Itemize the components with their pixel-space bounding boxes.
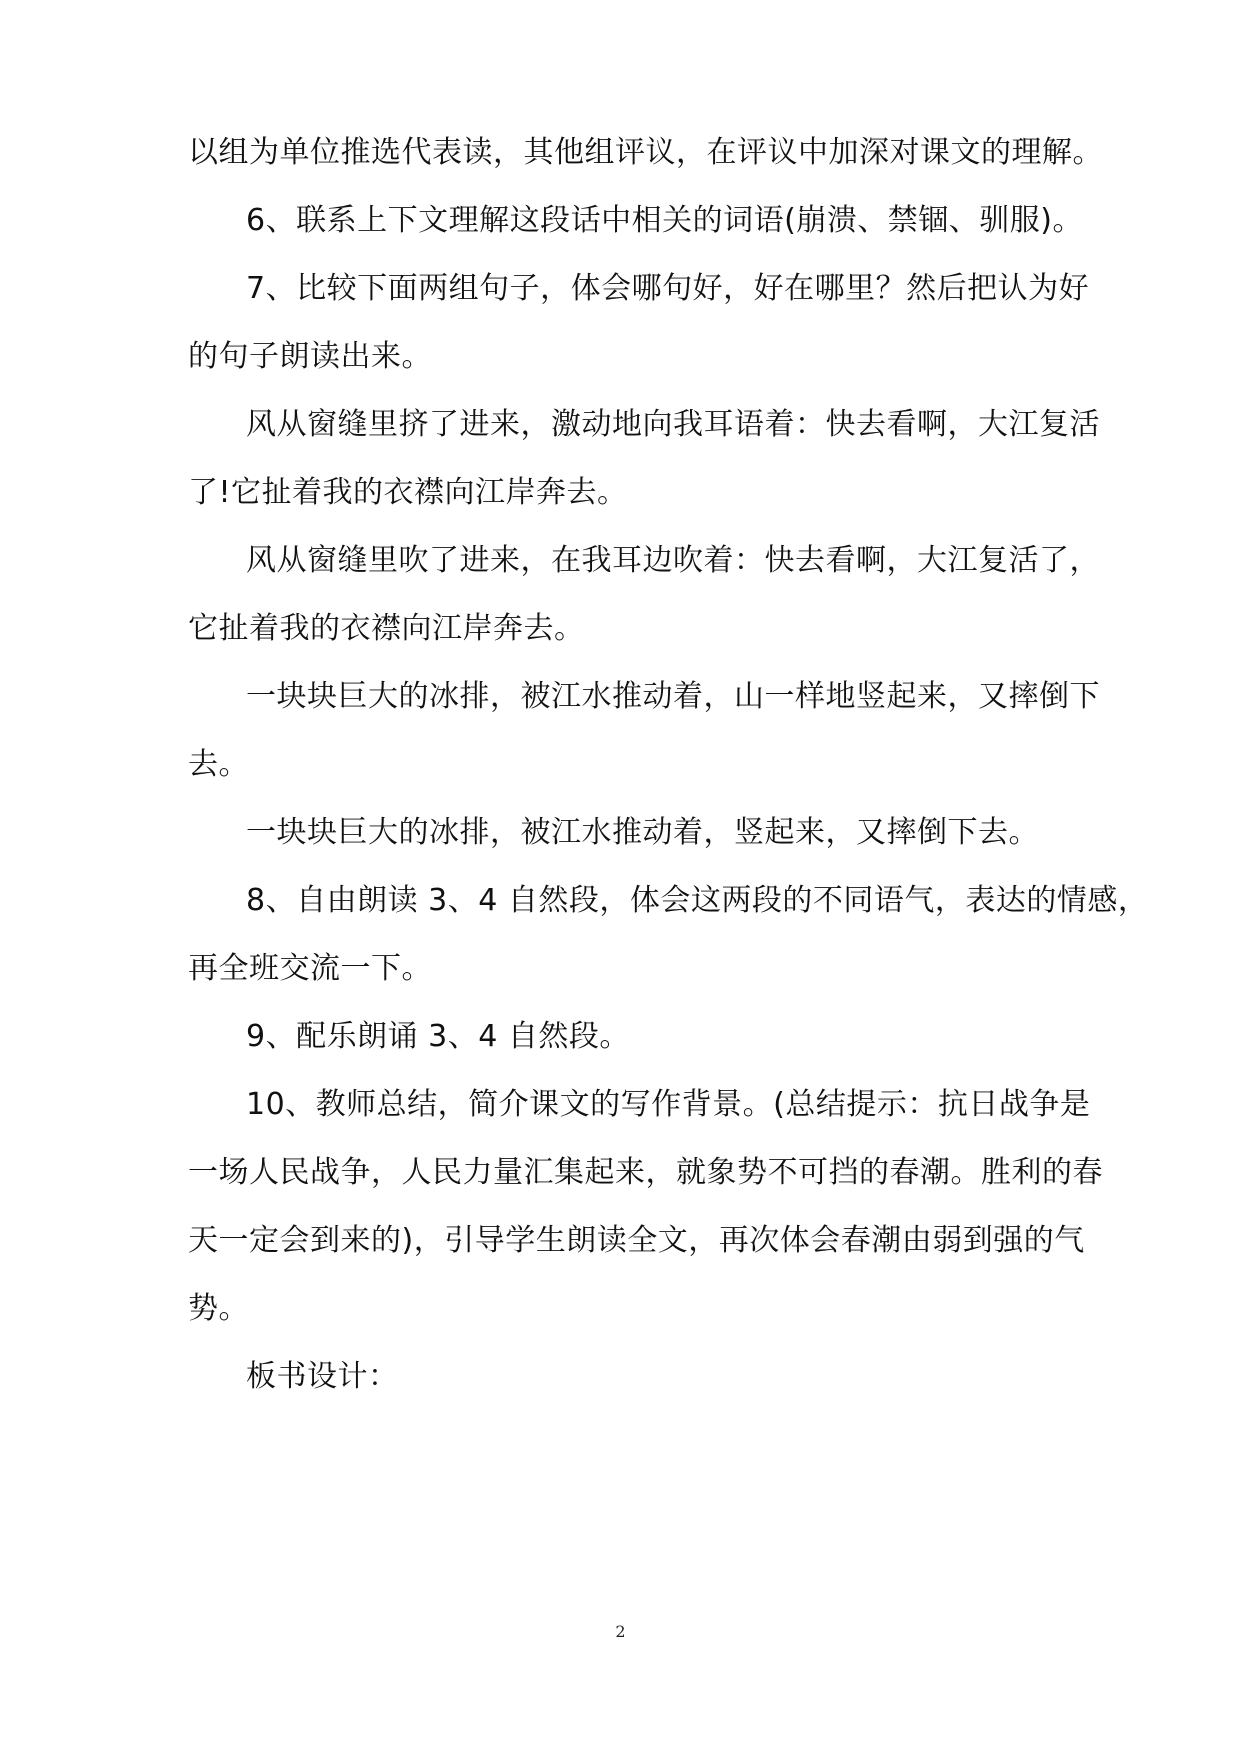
text-line: 天一定会到来的)，引导学生朗读全文，再次体会春潮由弱到强的气 <box>188 1223 1085 1258</box>
text-line: 风从窗缝里吹了进来，在我耳边吹着：快去看啊，大江复活了， <box>246 543 1100 578</box>
text-line: 板书设计： <box>246 1359 399 1394</box>
text-line: 势。 <box>188 1291 249 1326</box>
text-line: 10、教师总结，简介课文的写作背景。(总结提示：抗日战争是 <box>246 1087 1091 1122</box>
page-number: 2 <box>615 1622 626 1641</box>
text-line: 9、配乐朗诵 3、4 自然段。 <box>246 1019 630 1054</box>
text-line: 一块块巨大的冰排，被江水推动着，竖起来，又摔倒下去。 <box>246 815 1039 850</box>
text-line: 去。 <box>188 747 249 782</box>
text-line: 的句子朗读出来。 <box>188 339 432 374</box>
text-line: 它扯着我的衣襟向江岸奔去。 <box>188 611 585 646</box>
text-line: 了!它扯着我的衣襟向江岸奔去。 <box>188 475 628 510</box>
text-line: 8、自由朗读 3、4 自然段，体会这两段的不同语气，表达的情感， <box>246 883 1149 918</box>
text-line: 6、联系上下文理解这段话中相关的词语(崩溃、禁锢、驯服)。 <box>246 203 1083 238</box>
text-line: 一块块巨大的冰排，被江水推动着，山一样地竖起来，又摔倒下 <box>246 679 1100 714</box>
text-line: 以组为单位推选代表读，其他组评议，在评议中加深对课文的理解。 <box>188 135 1103 170</box>
text-line: 风从窗缝里挤了进来，激动地向我耳语着：快去看啊，大江复活 <box>246 407 1100 442</box>
text-line: 一场人民战争，人民力量汇集起来，就象势不可挡的春潮。胜利的春 <box>188 1155 1103 1190</box>
text-line: 7、比较下面两组句子，体会哪句好，好在哪里？然后把认为好 <box>246 271 1090 306</box>
text-line: 再全班交流一下。 <box>188 951 432 986</box>
